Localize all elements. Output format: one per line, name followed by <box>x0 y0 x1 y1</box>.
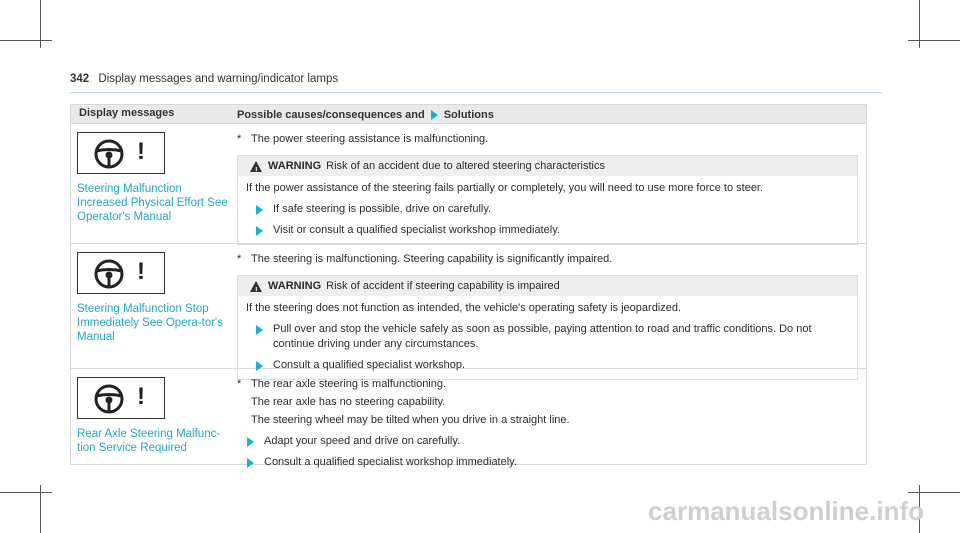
display-message: Steering Malfunction Stop Immediately See Opera-tor's Manual <box>77 303 224 343</box>
step-text: Consult a qualified specialist workshop immediately. <box>264 456 517 468</box>
table-row <box>71 123 866 243</box>
cause-cell <box>231 244 866 371</box>
exclamation-mark: ! <box>137 258 145 285</box>
steering-lamp <box>77 132 165 174</box>
exclamation-mark: ! <box>137 383 145 410</box>
messages-table <box>70 104 867 468</box>
step-text: Pull over and stop the vehicle safely as soon as possible, paying attention to road and traffic conditions. Do not continue driving under any circumstances. <box>273 323 812 350</box>
warning-title: Risk of accident if steering capability is impaired <box>326 279 560 292</box>
cause: * The rear axle steering is malfunctioning. <box>237 378 447 390</box>
warning-box <box>237 275 858 380</box>
display-message: Rear Axle Steering Malfunc-tion Service Required <box>77 428 221 454</box>
col-header-solutions-label: Solutions <box>443 109 494 121</box>
table-header <box>71 105 866 123</box>
solution-step <box>246 223 849 238</box>
warning-text: If the steering does not function as intended, the vehicle's operating safety is jeopardized. <box>246 302 682 314</box>
message-cell <box>71 244 231 368</box>
header-rule <box>70 92 882 93</box>
cause-cell <box>231 124 866 243</box>
warning-header <box>238 156 857 176</box>
cause-cell <box>231 369 866 468</box>
col-header-messages: Display messages <box>79 107 175 119</box>
page-header <box>70 73 338 85</box>
solution-step <box>237 434 858 449</box>
cause-text: The steering wheel may be tilted when you drive in a straight line. <box>251 414 570 426</box>
cause-text: The rear axle has no steering capability. <box>251 396 446 408</box>
message-cell <box>71 369 231 464</box>
display-message: Steering Malfunction Increased Physical Effort See Operator's Manual <box>77 183 228 223</box>
step-text: Visit or consult a qualified specialist workshop immediately. <box>273 224 560 236</box>
warning-header <box>238 276 857 296</box>
page-number: 342 <box>70 73 90 85</box>
col-header-causes <box>231 105 866 123</box>
warning-triangle-icon: ! <box>250 161 262 172</box>
warning-title: Risk of an accident due to altered steering characteristics <box>326 159 605 172</box>
warning-label: WARNING <box>268 159 322 172</box>
arrow-icon <box>256 226 263 236</box>
crop-mark <box>908 40 960 41</box>
message-cell <box>71 124 231 243</box>
cause: * The power steering assistance is malfunctioning. <box>237 133 489 145</box>
solution-step <box>246 322 849 352</box>
steering-wheel-icon <box>92 384 126 414</box>
warning-box <box>237 155 858 245</box>
arrow-icon <box>247 458 254 468</box>
step-text: If safe steering is possible, drive on carefully. <box>273 203 492 215</box>
warning-label: WARNING <box>268 279 322 292</box>
solution-step <box>246 202 849 217</box>
exclamation-mark: ! <box>137 138 145 165</box>
crop-mark <box>0 40 52 41</box>
warning-triangle-icon: ! <box>250 281 262 292</box>
warning-body <box>238 176 857 244</box>
warning-body <box>238 296 857 379</box>
crop-mark <box>908 492 960 493</box>
steering-lamp <box>77 377 165 419</box>
page-title: Display messages and warning/indicator lamps <box>98 73 339 85</box>
table-row <box>71 368 866 468</box>
col-header-causes-label: Possible causes/consequences and <box>237 109 425 121</box>
steering-wheel-icon <box>92 259 126 289</box>
arrow-icon <box>247 437 254 447</box>
cause-text: The steering is malfunctioning. Steering capability is significantly impaired. <box>251 253 613 265</box>
arrow-icon <box>431 110 438 120</box>
steering-lamp <box>77 252 165 294</box>
steering-wheel-icon <box>92 139 126 169</box>
step-text: Consult a qualified specialist workshop. <box>273 359 465 371</box>
table-row <box>71 243 866 371</box>
step-text: Adapt your speed and drive on carefully. <box>264 435 461 447</box>
warning-text: If the power assistance of the steering fails partially or completely, you will need to use more force to steer. <box>246 182 764 194</box>
cause-text: The power steering assistance is malfunctioning. <box>251 133 489 145</box>
watermark: carmanualsonline.info <box>648 496 924 526</box>
solution-step <box>237 455 858 470</box>
arrow-icon <box>256 205 263 215</box>
arrow-icon <box>256 325 263 335</box>
cause: * The steering is malfunctioning. Steering capability is significantly impaired. <box>237 253 613 265</box>
crop-mark <box>0 492 52 493</box>
cause-text: The rear axle steering is malfunctioning. <box>251 378 447 390</box>
